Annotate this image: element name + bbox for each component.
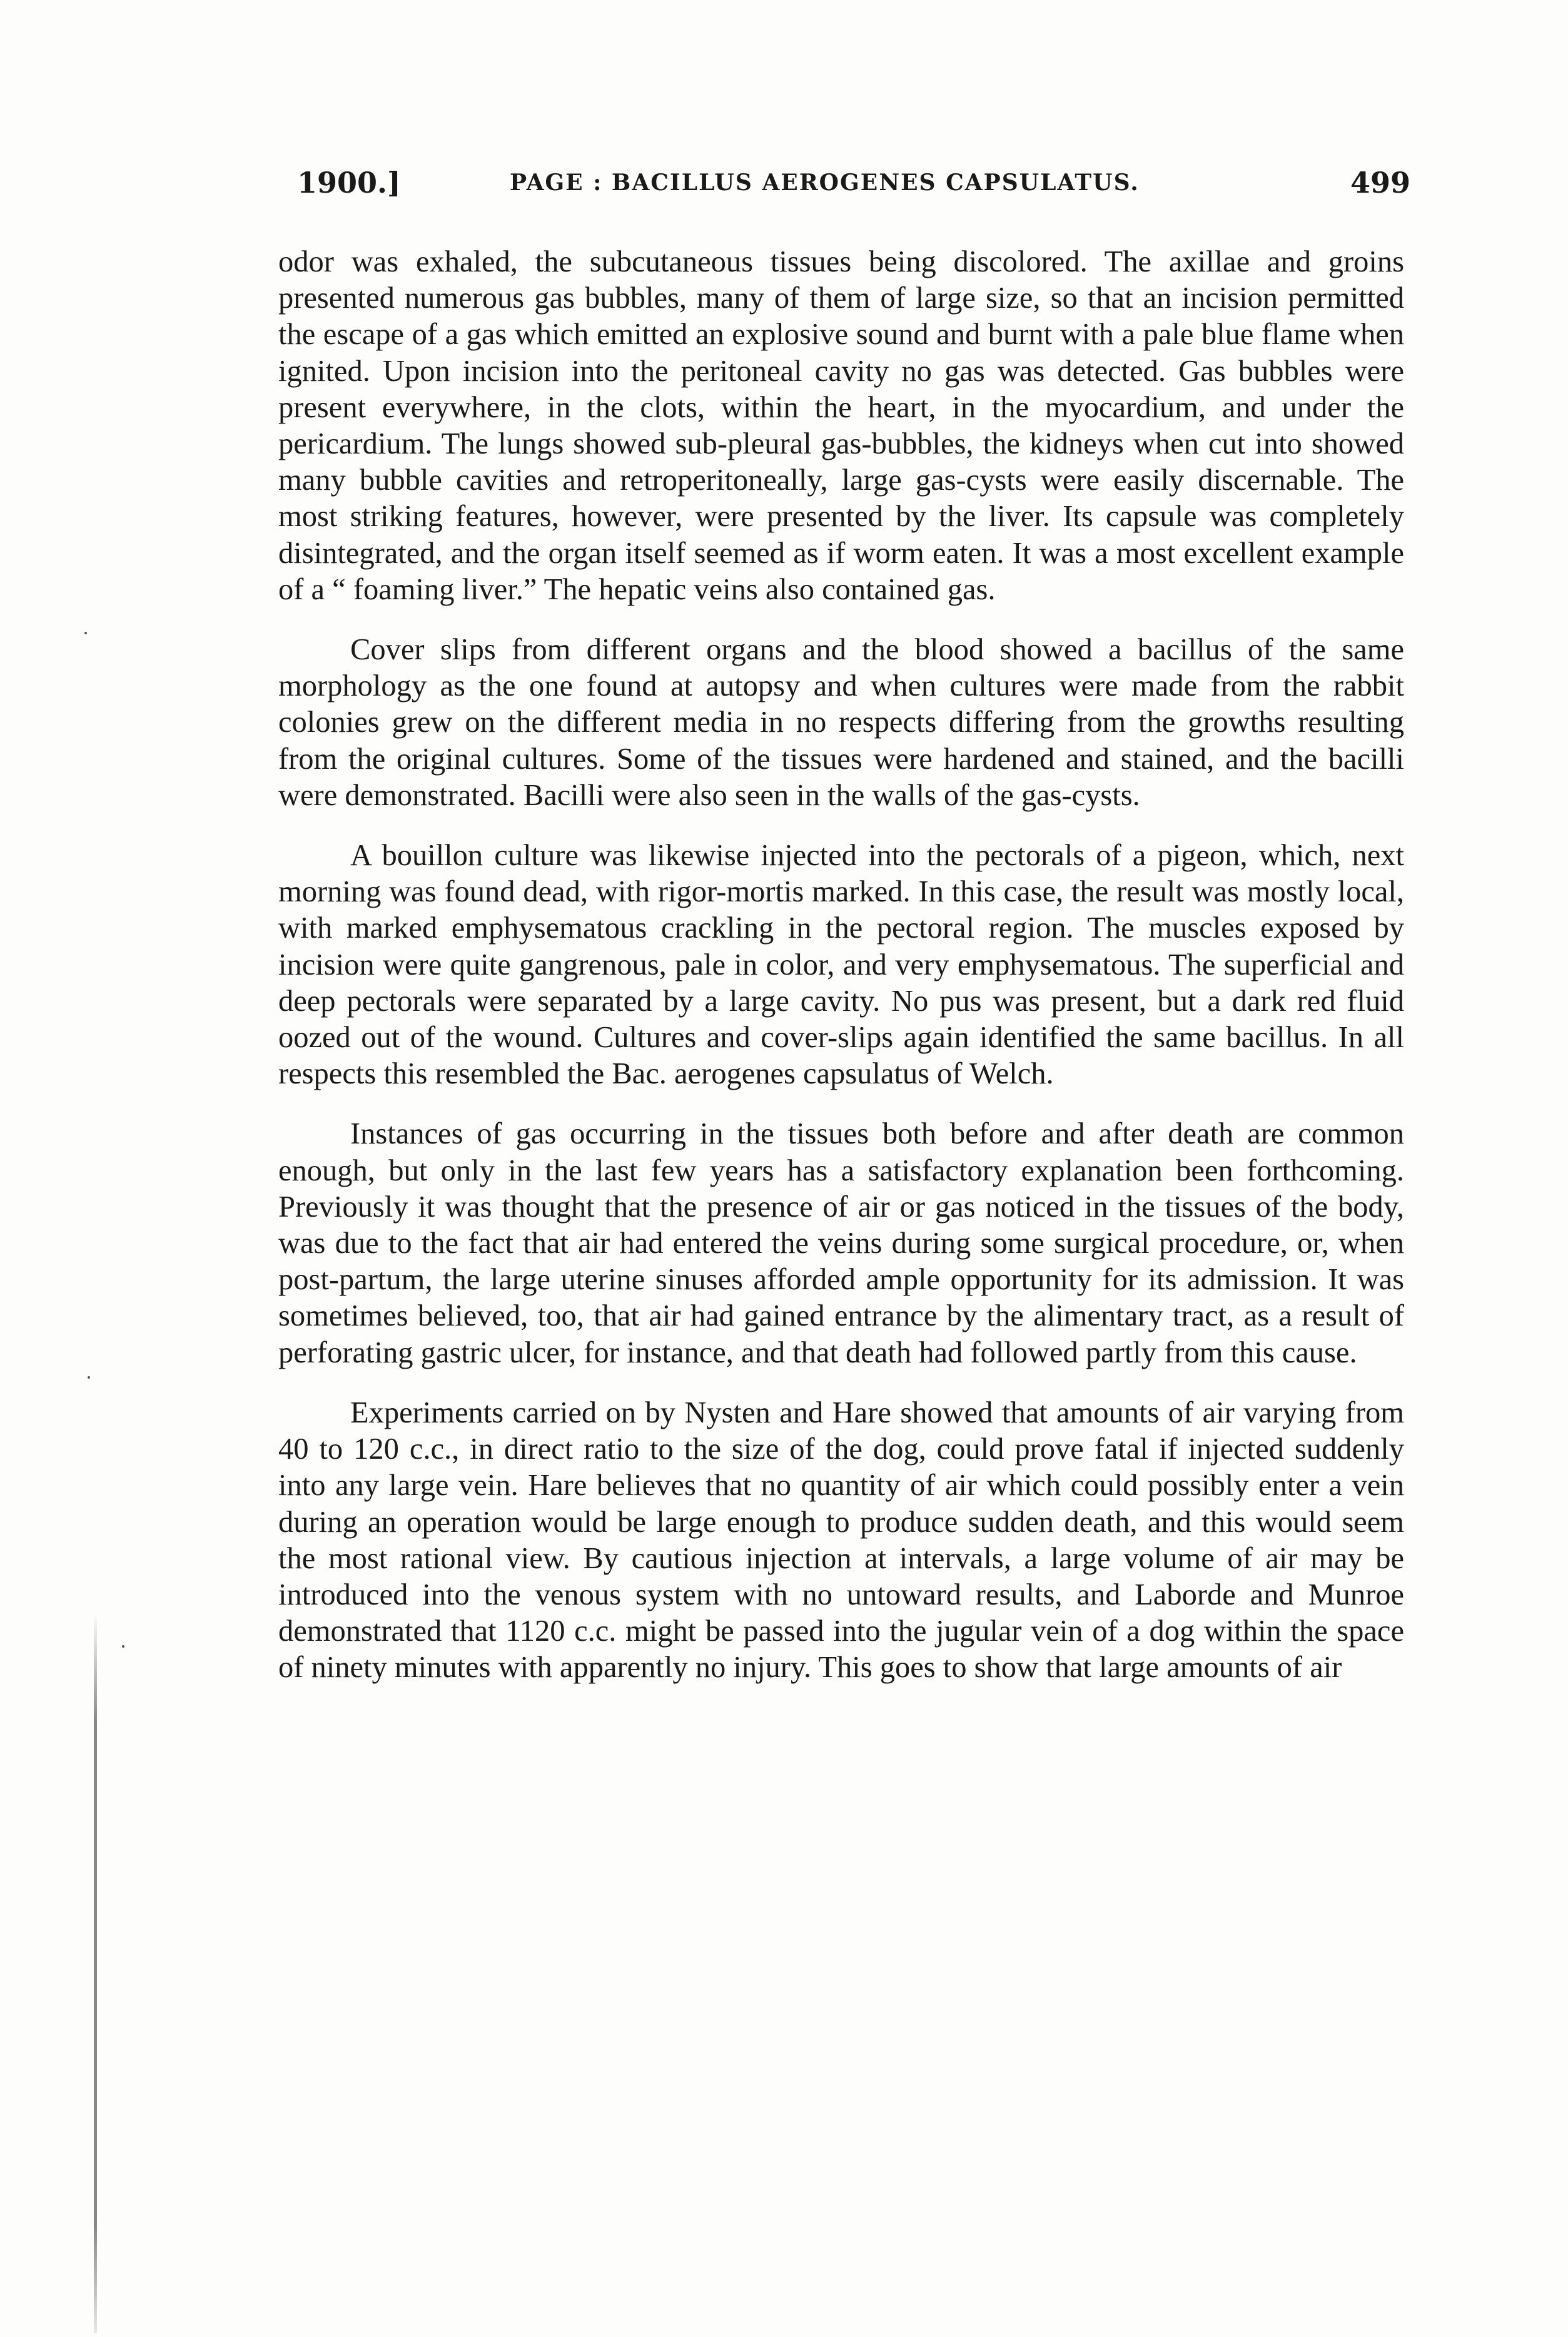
page-number: 499 [1350, 166, 1410, 200]
paragraph: Cover slips from different organs and the blood showed a bacillus of the same morphology as the one found at autopsy and when cultures were made from the rabbit colonies grew on the different media in no respects differing from the growths resulting from the original cultures. Some of the tissues were hardened and stained, and the bacilli were demonstrated. Bacilli were also seen in the walls of the gas-cysts. [278, 633, 1404, 812]
header-running-title: PAGE : BACILLUS AEROGENES CAPSULATUS. [510, 170, 1140, 196]
header-year: 1900.] [297, 166, 401, 200]
margin-speck [84, 632, 87, 634]
paragraph: Experiments carried on by Nysten and Hare showed that amounts of air varying from 40 to 120 c.c., in direct ratio to the size of the dog, could prove fatal if injected suddenly into any large vein. Hare believes that no quantity of air which could possibly enter a vein during an operation would be large enough to produce sudden death, and this would seem the most rational view. By cautious injection at intervals, a large volume of air may be introduced into the venous system with no untoward results, and Laborde and Munroe demonstrated that 1120 c.c. might be passed into the jugular vein of a dog within the space of ninety minutes with apparently no injury. This goes to show that large amounts of air [278, 1396, 1404, 1685]
paragraph-continued: odor was exhaled, the subcutaneous tissues being discolored. The axillae and groins presented numerous gas bubbles, many of them of large size, so that an incision permitted the escape of a gas which emitted an explosive sound and burnt with a pale blue flame when ignited. Upon incision into the peritoneal cavity no gas was detected. Gas bubbles were present everywhere, in the clots, within the heart, in the myocardium, and under the pericardium. The lungs showed sub-pleural gas-bubbles, the kidneys when cut into showed many bubble cavities and retroperitoneally, large gas-cysts were easily discernable. The most striking features, however, were presented by the liver. Its capsule was completely disintegrated, and the organ itself seemed as if worm eaten. It was a most excellent example of a “ foaming liver.” The hepatic veins also contained gas. [278, 245, 1404, 606]
margin-speck [88, 1376, 90, 1379]
binding-shadow [94, 1614, 97, 2333]
running-header [297, 166, 1423, 210]
article-body [278, 244, 1404, 1710]
margin-speck [122, 1645, 124, 1648]
paragraph: A bouillon culture was likewise injected into the pectorals of a pigeon, which, next morning was found dead, with rigor-mortis marked. In this case, the result was mostly local, with marked emphysematous crackling in the pectoral region. The muscles exposed by incision were quite gangrenous, pale in color, and very emphysematous. The superficial and deep pectorals were separated by a large cavity. No pus was present, but a dark red fluid oozed out of the wound. Cultures and cover-slips again identified the same bacillus. In all respects this resembled the Bac. aerogenes capsulatus of Welch. [278, 839, 1404, 1091]
paragraph: Instances of gas occurring in the tissues both before and after death are common enough, but only in the last few years has a satisfactory explanation been forthcoming. Previously it was thought that the presence of air or gas noticed in the tissues of the body, was due to the fact that air had entered the veins during some surgical procedure, or, when post-partum, the large uterine sinuses afforded ample opportunity for its admission. It was sometimes believed, too, that air had gained entrance by the alimentary tract, as a result of perforating gastric ulcer, for instance, and that death had followed partly from this cause. [278, 1117, 1404, 1369]
